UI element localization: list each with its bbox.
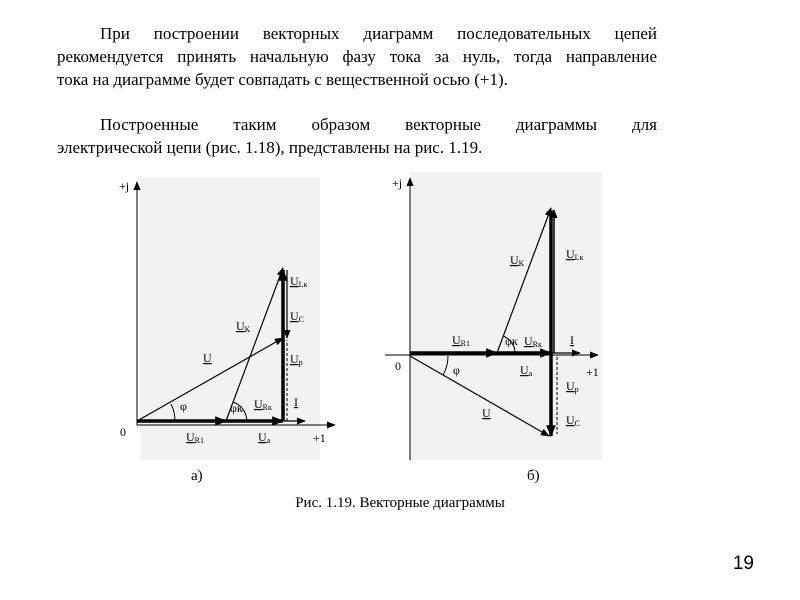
panel-a-ua-label: Ua	[258, 430, 271, 445]
panel-a-label: а)	[191, 468, 203, 484]
paragraph-1-line-2: рекомендуется принять начальную фазу тока за нуль, тогда направление	[57, 47, 657, 66]
panel-b-uk-label: UК	[510, 253, 525, 268]
panel-a-axis-1-label: +1	[313, 431, 326, 445]
panel-b-phik-label: φк	[505, 334, 518, 348]
panel-a-uc-label: UC	[290, 309, 305, 324]
panel-b-ulk-label: ULк	[566, 247, 584, 262]
paragraph-2-line-1: Построенные таким образом векторные диаграммы для	[100, 115, 657, 134]
paragraph-1-line-1: При построении векторных диаграмм последовательных цепей	[100, 24, 657, 43]
panel-a-u-label: U	[203, 351, 212, 365]
panel-a-up-label: Uр	[290, 352, 303, 367]
panel-b-origin-label: 0	[395, 359, 401, 373]
panel-a-ulk-label: ULк	[290, 274, 308, 289]
panel-b-phi-label: φ	[453, 363, 460, 377]
panel-a-origin-label: 0	[120, 425, 126, 439]
panel-b-axis-j-label: +j	[392, 176, 403, 190]
figure-caption: Рис. 1.19. Векторные диаграммы	[295, 495, 505, 511]
paragraph-2-line-2: электрической цепи (рис. 1.18), представлены на рис. 1.19.	[57, 138, 483, 157]
panel-b-uc-label: UC	[566, 413, 581, 428]
panel-b-up-label: Uр	[566, 379, 579, 394]
panel-a-ur1-label: UR1	[186, 430, 205, 445]
page-number: 19	[732, 553, 754, 574]
panel-b-ua-label: Ua	[520, 363, 533, 378]
panel-a-i-label: I	[294, 395, 298, 409]
panel-a-urk-label: URк	[254, 397, 272, 412]
panel-b-i-label: I	[570, 333, 574, 347]
panel-a-axis-j-label: +j	[119, 179, 130, 193]
panel-a-uk-label: UК	[236, 319, 251, 334]
panel-b-label: б)	[527, 468, 540, 484]
panel-b-axis-1-label: +1	[586, 365, 599, 379]
panel-a-phik-label: φк	[230, 401, 243, 415]
paragraph-1-line-3: тока на диаграмме будет совпадать с вещественной осью (+1).	[57, 70, 508, 89]
panel-b-ur1-label: UR1	[452, 333, 471, 348]
panel-a-phi-label: φ	[180, 399, 187, 413]
panel-b-u-label: U	[482, 406, 491, 420]
panel-a-diagram	[119, 178, 335, 460]
panel-b-urk-label: URк	[524, 334, 542, 349]
panel-b-diagram	[385, 172, 602, 460]
